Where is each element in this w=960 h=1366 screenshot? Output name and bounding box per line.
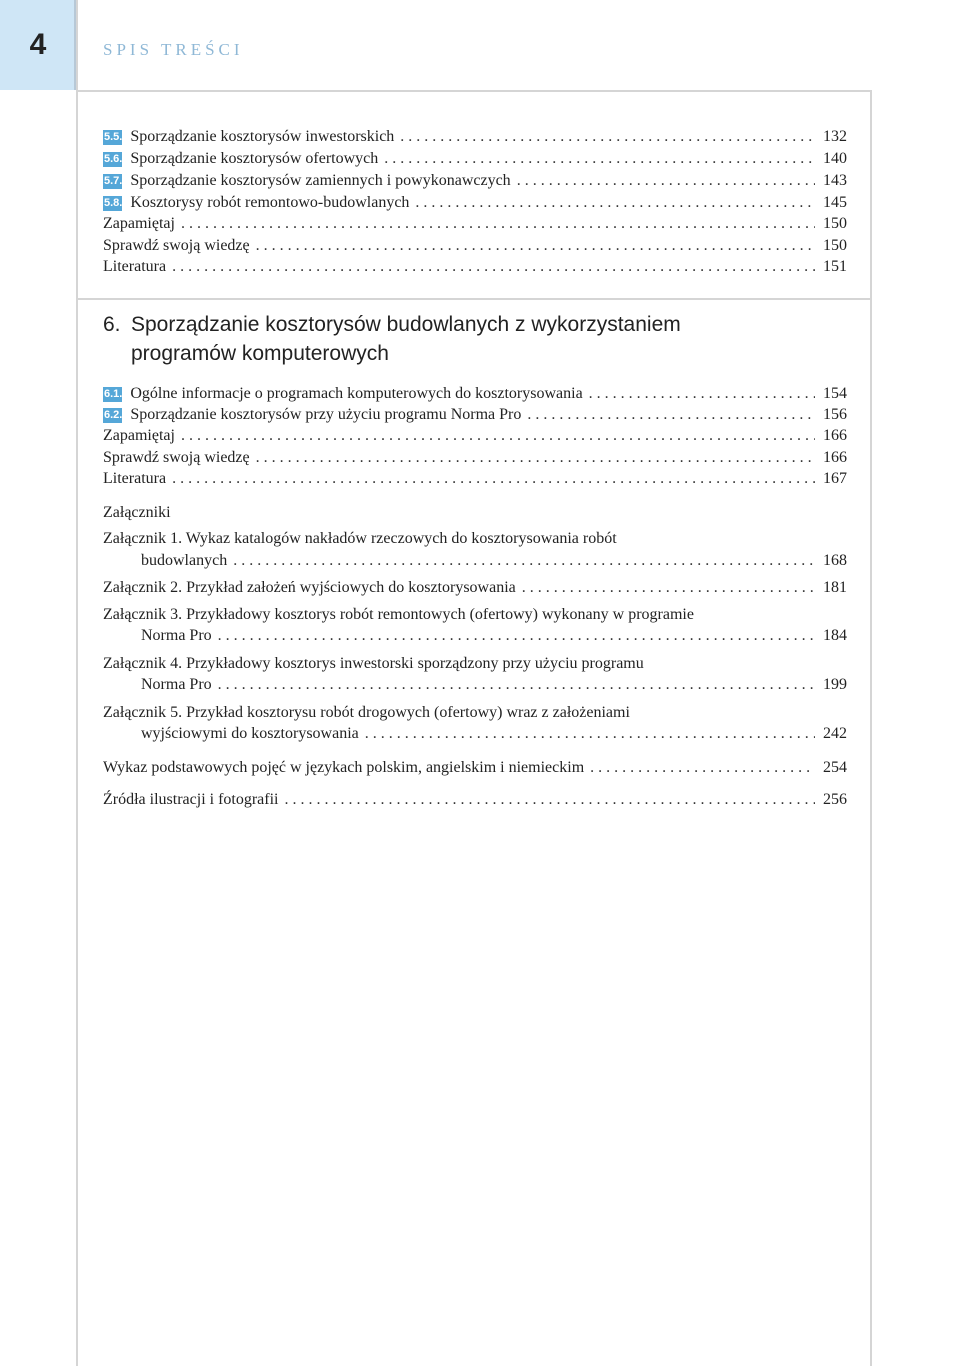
appendix-title[interactable]: Załącznik 5. Przykład kosztorysu robót drogowych (ofertowy) wraz z założeniami xyxy=(103,704,630,721)
toc-entry-page: 140 xyxy=(823,150,847,167)
chapter-heading[interactable] xyxy=(103,310,803,368)
toc-entry-page: 143 xyxy=(823,172,847,189)
toc-entry-page: 151 xyxy=(823,258,847,275)
dot-leader xyxy=(517,172,815,190)
appendix-title[interactable]: Załącznik 3. Przykładowy kosztorys robót remontowych (ofertowy) wykonany w programie xyxy=(103,606,694,623)
dot-leader xyxy=(172,258,815,276)
toc-entry-title: Norma Pro xyxy=(141,627,212,644)
toc-entry[interactable] xyxy=(103,406,847,428)
toc-entry-title: Literatura xyxy=(103,470,167,487)
toc-entry-title: Kosztorysy robót remontowo-budowlanych xyxy=(130,194,410,211)
toc-entry-title: Zapamiętaj xyxy=(103,427,175,444)
section-number-badge: 5.6. xyxy=(104,153,123,165)
toc-entry[interactable] xyxy=(141,676,847,698)
vertical-rule-left xyxy=(76,0,78,1366)
dot-leader xyxy=(590,759,815,777)
dot-leader xyxy=(285,791,816,809)
toc-entry-page: 145 xyxy=(823,194,847,211)
dot-leader xyxy=(218,676,815,694)
toc-entry[interactable] xyxy=(103,215,847,237)
toc-entry-page: 184 xyxy=(823,627,847,644)
toc-entry[interactable] xyxy=(103,258,847,280)
toc-entry-title: Źródła ilustracji i fotografii xyxy=(103,791,279,808)
toc-entry-title: Sporządzanie kosztorysów przy użyciu programu Norma Pro xyxy=(130,406,522,423)
toc-entry-title: Norma Pro xyxy=(141,676,212,693)
vertical-rule-right xyxy=(870,92,872,1366)
section-number-badge: 6.2. xyxy=(104,409,123,421)
toc-entry[interactable] xyxy=(103,449,847,471)
toc-entry-page: 150 xyxy=(823,215,847,232)
toc-entry-title: Załącznik 2. Przykład założeń wyjściowych do kosztorysowania xyxy=(103,579,516,596)
dot-leader xyxy=(233,552,815,570)
appendices-heading: Załączniki xyxy=(103,504,171,521)
toc-entry-page: 132 xyxy=(823,128,847,145)
toc-entry-title: Sporządzanie kosztorysów zamiennych i powykonawczych xyxy=(130,172,511,189)
horizontal-rule-top xyxy=(78,90,872,92)
toc-entry-page: 156 xyxy=(823,406,847,423)
toc-entry-page: 168 xyxy=(823,552,847,569)
toc-entry-page: 150 xyxy=(823,237,847,254)
toc-entry-title: Wykaz podstawowych pojęć w językach polskim, angielskim i niemieckim xyxy=(103,759,585,776)
toc-entry[interactable] xyxy=(103,128,847,150)
section-number-badge: 5.8. xyxy=(104,197,123,209)
toc-entry[interactable] xyxy=(103,172,847,194)
appendix-title[interactable]: Załącznik 4. Przykładowy kosztorys inwestorski sporządzony przy użyciu programu xyxy=(103,655,644,672)
toc-entry-title: Sprawdź swoją wiedzę xyxy=(103,237,250,254)
dot-leader xyxy=(400,128,815,146)
toc-entry[interactable] xyxy=(103,150,847,172)
toc-entry-title: Literatura xyxy=(103,258,167,275)
dot-leader xyxy=(256,449,815,467)
toc-entry[interactable] xyxy=(103,237,847,259)
dot-leader xyxy=(384,150,815,168)
toc-entry-page: 199 xyxy=(823,676,847,693)
toc-entry-page: 166 xyxy=(823,449,847,466)
dot-leader xyxy=(181,215,815,233)
dot-leader xyxy=(172,470,815,488)
section-number-badge: 6.1. xyxy=(104,388,123,400)
toc-entry-title: Sprawdź swoją wiedzę xyxy=(103,449,250,466)
toc-entry-title: Sporządzanie kosztorysów inwestorskich xyxy=(130,128,395,145)
page-number: 4 xyxy=(29,28,47,61)
toc-entry-page: 254 xyxy=(823,759,847,776)
toc-entry[interactable] xyxy=(103,385,847,407)
horizontal-rule-section-divider xyxy=(78,298,872,300)
toc-entry-page: 242 xyxy=(823,725,847,742)
chapter-title-line1: Sporządzanie kosztorysów budowlanych z wykorzystaniem xyxy=(131,313,681,336)
appendix-title[interactable]: Załącznik 1. Wykaz katalogów nakładów rzeczowych do kosztorysowania robót xyxy=(103,530,617,547)
dot-leader xyxy=(415,194,815,212)
toc-entry-page: 166 xyxy=(823,427,847,444)
toc-entry-title: Sporządzanie kosztorysów ofertowych xyxy=(130,150,379,167)
dot-leader xyxy=(522,579,815,597)
section-number-badge: 5.7. xyxy=(104,175,123,187)
dot-leader xyxy=(181,427,815,445)
toc-entry-page: 154 xyxy=(823,385,847,402)
toc-entry[interactable] xyxy=(103,791,847,813)
running-head: SPIS TREŚCI xyxy=(103,40,244,59)
dot-leader xyxy=(218,627,815,645)
chapter-title-line2: programów komputerowych xyxy=(131,342,389,365)
dot-leader xyxy=(365,725,815,743)
toc-entry[interactable] xyxy=(103,470,847,492)
chapter-number: 6. xyxy=(103,313,121,336)
toc-entry-title: Zapamiętaj xyxy=(103,215,175,232)
toc-entry[interactable] xyxy=(103,427,847,449)
toc-entry-title: budowlanych xyxy=(141,552,228,569)
toc-entry[interactable] xyxy=(103,579,847,601)
toc-entry-page: 167 xyxy=(823,470,847,487)
toc-entry-title: wyjściowymi do kosztorysowania xyxy=(141,725,359,742)
toc-entry[interactable] xyxy=(141,552,847,574)
dot-leader xyxy=(256,237,815,255)
toc-entry[interactable] xyxy=(103,194,847,216)
toc-entry[interactable] xyxy=(141,725,847,747)
section-number-badge: 5.5. xyxy=(104,131,123,143)
toc-entry-page: 181 xyxy=(823,579,847,596)
toc-entry-title: Ogólne informacje o programach komputerowych do kosztorysowania xyxy=(130,385,583,402)
toc-entry-page: 256 xyxy=(823,791,847,808)
toc-entry[interactable] xyxy=(141,627,847,649)
dot-leader xyxy=(527,406,815,424)
dot-leader xyxy=(589,385,815,403)
page-number-tab xyxy=(0,0,76,90)
toc-entry[interactable] xyxy=(103,759,847,781)
